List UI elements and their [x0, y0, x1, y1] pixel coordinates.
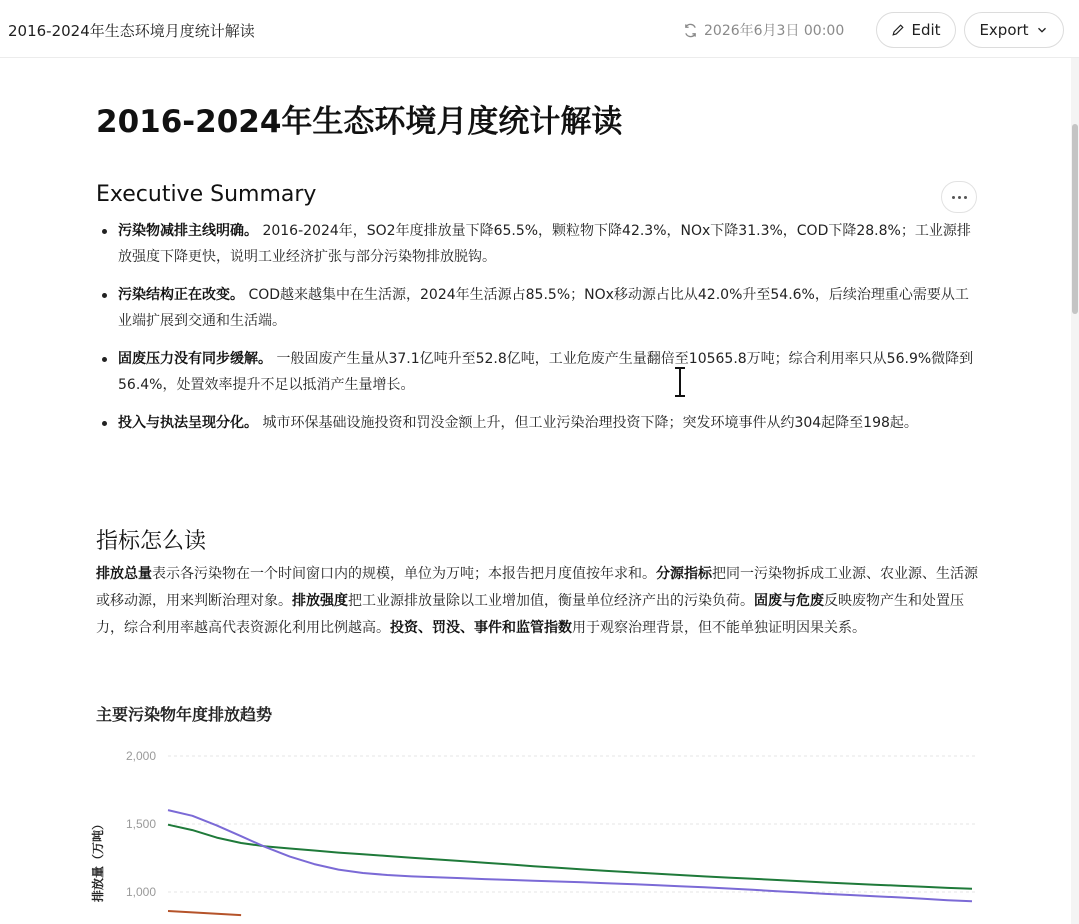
chart-title: 主要污染物年度排放趋势 — [96, 705, 273, 724]
list-item — [96, 410, 980, 436]
text-cursor-icon — [673, 367, 687, 397]
more-options-button[interactable] — [941, 181, 977, 213]
export-label: Export — [979, 21, 1029, 39]
term: 投资、罚没、事件和监管指数 — [390, 620, 572, 636]
series-line-2 — [168, 911, 241, 915]
summary-item-text: COD越来越集中在生活源，2024年生活源占85.5%；NOx移动源占比从42.0%升至54.6%，后续治理重心需要从工业端扩展到交通和生活端。 — [118, 287, 969, 329]
executive-summary-heading: Executive Summary — [96, 182, 317, 207]
term-desc: 把同一污染物拆成工业源、农业源、生活源或移动源，用来判断治理对象。 — [96, 566, 978, 609]
term-desc: 用于观察治理背景，但不能单独证明因果关系。 — [572, 620, 866, 636]
list-item — [96, 346, 980, 398]
top-bar — [0, 0, 1079, 58]
list-item — [96, 218, 980, 270]
line-chart — [91, 738, 980, 924]
chevron-down-icon — [1035, 23, 1049, 37]
vertical-scrollbar[interactable] — [1071, 58, 1079, 924]
pencil-icon — [891, 23, 905, 37]
term-desc: 表示各污染物在一个时间窗口内的规模，单位为万吨；本报告把月度值按年求和。 — [152, 566, 656, 582]
summary-item-title: 投入与执法呈现分化。 — [118, 415, 258, 431]
term: 排放强度 — [292, 593, 348, 609]
y-tick-label: 2,000 — [125, 749, 156, 763]
list-item — [96, 282, 980, 334]
term: 分源指标 — [656, 566, 712, 582]
term-desc: 反映废物产生和处置压力，综合利用率越高代表资源化利用比例越高。 — [96, 593, 964, 636]
sync-icon — [683, 23, 698, 38]
term-desc: 把工业源排放量除以工业增加值，衡量单位经济产出的污染负荷。 — [348, 593, 754, 609]
term: 固废与危废 — [754, 593, 824, 609]
term: 排放总量 — [96, 566, 152, 582]
page-title: 2016-2024年生态环境月度统计解读 — [96, 104, 623, 140]
edit-label: Edit — [911, 21, 941, 39]
y-axis-label: 排放量（万吨） — [91, 817, 105, 902]
sync-timestamp: 2026年6月3日 00:00 — [704, 23, 845, 39]
summary-item-text: 城市环保基础设施投资和罚没金额上升，但工业污染治理投资下降；突发环境事件从约304起降至198起。 — [258, 415, 918, 431]
summary-list — [96, 218, 980, 448]
how-to-read-paragraph — [96, 561, 980, 642]
summary-item-title: 固废压力没有同步缓解。 — [118, 351, 272, 367]
edit-button[interactable] — [876, 12, 956, 48]
y-tick-label: 1,000 — [125, 885, 156, 899]
export-button[interactable] — [964, 12, 1064, 48]
summary-item-text: 一般固废产生量从37.1亿吨升至52.8亿吨，工业危废产生量翻倍至10565.8万吨；综合利用率只从56.9%微降到56.4%，处置效率提升不足以抵消产生量增长。 — [118, 351, 974, 393]
summary-item-text: 2016-2024年，SO2年度排放量下降65.5%，颗粒物下降42.3%，NOx下降31.3%，COD下降28.8%；工业源排放强度下降更快，说明工业经济扩张与部分污染物排放脱钩。 — [118, 223, 971, 265]
how-to-read-heading: 指标怎么读 — [96, 529, 207, 554]
summary-item-title: 污染结构正在改变。 — [118, 287, 244, 303]
summary-item-title: 污染物减排主线明确。 — [118, 223, 258, 239]
document-tab-title: 2016-2024年生态环境月度统计解读 — [8, 22, 255, 40]
y-tick-label: 1,500 — [125, 817, 156, 831]
more-icon — [952, 196, 955, 199]
scrollbar-thumb[interactable] — [1072, 124, 1078, 314]
sync-status — [683, 20, 844, 40]
